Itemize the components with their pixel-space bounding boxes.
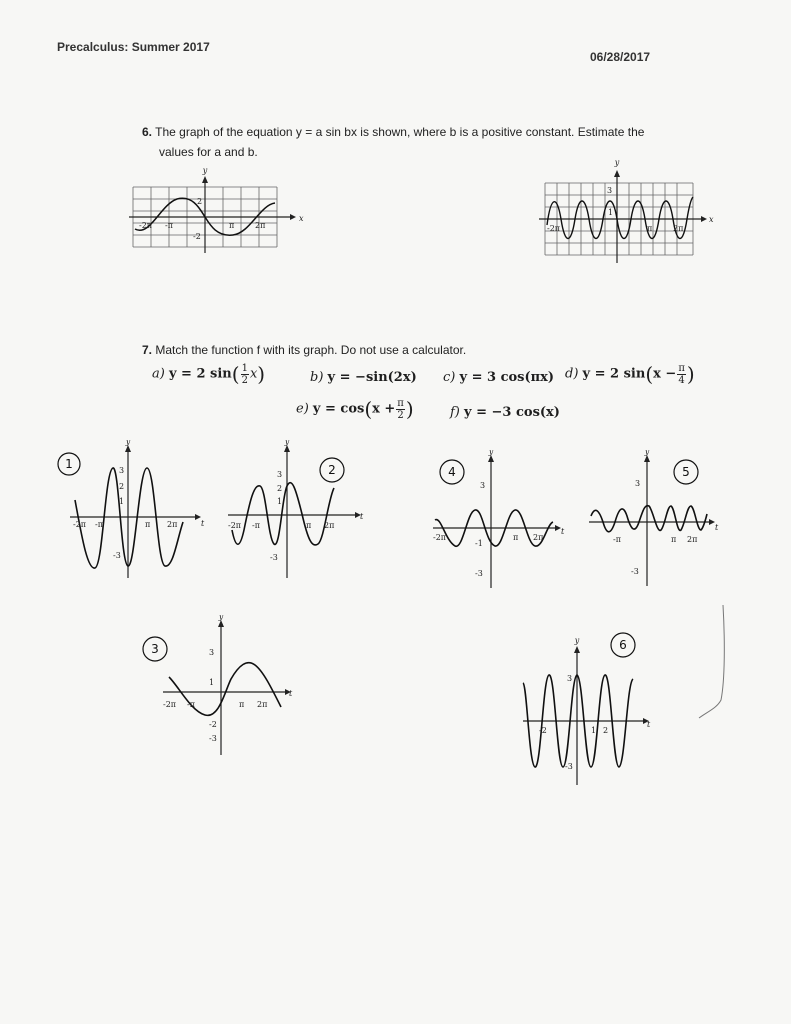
tick-label: -2: [209, 720, 217, 729]
svg-text:t: t: [289, 689, 293, 698]
function-c: c) y = 3 cos(πx): [443, 370, 555, 385]
function-b: b) y = −sin(2x): [310, 370, 417, 385]
graph-mark: 5: [682, 465, 690, 479]
tick-label: -π: [252, 521, 260, 530]
graph-mark: 4: [448, 465, 456, 479]
graph-mark: 3: [151, 642, 159, 656]
graph-mark: 2: [328, 463, 336, 477]
worksheet-date: 06/28/2017: [590, 50, 651, 64]
tick-label: π: [145, 520, 151, 529]
graph-5-curve: [591, 506, 707, 532]
function-e: e) y = cos(x + $\frac{\pi}{2}$ ): [296, 397, 414, 421]
fraction: $\frac{\pi}{2}$: [397, 397, 404, 421]
tick-label: -2π: [433, 533, 447, 542]
tick-label: π: [513, 533, 519, 542]
scan-edge-mark: [695, 600, 735, 730]
tick-label: -3: [631, 567, 639, 576]
tick-label: 1: [591, 726, 597, 735]
tick-label: 2: [277, 484, 283, 493]
tick-label: -π: [165, 221, 173, 230]
svg-text:y: y: [284, 440, 290, 446]
tick-label: 2: [197, 197, 203, 206]
tick-label: 2: [119, 482, 125, 491]
question-6-text-line1: The graph of the equation y = a sin bx is shown, where b is a positive constant. Estimate the: [155, 125, 645, 139]
tick-label: 2π: [533, 533, 544, 542]
graph-6: [515, 625, 665, 790]
tick-label: -π: [95, 520, 103, 529]
graph-2: [220, 440, 370, 590]
q6-right-y-label: y: [614, 158, 620, 167]
tick-label: π: [306, 521, 312, 530]
question-6-number: 6.: [142, 125, 153, 139]
tick-label: 3: [480, 481, 486, 490]
tick-label: 3: [567, 674, 573, 683]
tick-label: -2: [193, 232, 201, 241]
q6-graph-left: [125, 165, 305, 260]
tick-label: -3: [565, 762, 573, 771]
tick-label: 2: [603, 726, 609, 735]
tick-label: -2π: [163, 700, 177, 709]
graph-4: [425, 450, 575, 595]
tick-label: 1: [608, 208, 614, 217]
tick-label: -3: [270, 553, 278, 562]
svg-text:t: t: [360, 512, 364, 521]
tick-label: 3: [607, 186, 613, 195]
tick-label: -3: [475, 569, 483, 578]
tick-label: -2: [539, 726, 547, 735]
tick-label: -π: [613, 535, 621, 544]
course-title: Precalculus: Summer 2017: [57, 40, 210, 54]
tick-label: -3: [209, 734, 217, 743]
tick-label: 2π: [257, 700, 268, 709]
graph-5: [585, 450, 725, 595]
graph-1: [55, 440, 205, 590]
function-d: d) y = 2 sin(x − $\frac{\pi}{4}$ ): [565, 362, 695, 386]
svg-text:y: y: [218, 615, 224, 621]
q6-graph-right: [535, 155, 715, 265]
graph-mark: 6: [619, 638, 627, 652]
tick-label: 3: [635, 479, 641, 488]
svg-text:t: t: [715, 523, 719, 532]
question-7-number: 7.: [142, 343, 153, 357]
graph-mark: 1: [65, 457, 73, 471]
graph-1-curve: [75, 468, 183, 568]
tick-label: -2π: [139, 221, 153, 230]
tick-label: π: [239, 700, 245, 709]
fraction: $\frac{1}{2}$: [241, 362, 248, 386]
tick-label: 2π: [687, 535, 698, 544]
tick-label: 3: [209, 648, 215, 657]
svg-text:y: y: [125, 440, 131, 446]
function-f: f) y = −3 cos(x): [450, 405, 560, 420]
q6-right-x-label: x: [709, 215, 714, 224]
tick-label: 1: [119, 497, 125, 506]
tick-label: -π: [187, 700, 195, 709]
function-a: a) y = 2 sin( $\frac{1}{2}$ x): [152, 362, 266, 386]
tick-label: 2π: [167, 520, 178, 529]
function-a-label: a): [152, 366, 165, 382]
tick-label: 3: [277, 470, 283, 479]
tick-label: -2π: [228, 521, 242, 530]
question-7-text: Match the function f with its graph. Do not use a calculator.: [155, 343, 467, 357]
tick-label: 2π: [673, 224, 684, 233]
question-7: [142, 340, 702, 360]
graph-2-curve: [232, 483, 334, 545]
tick-label: -3: [113, 551, 121, 560]
svg-text:t: t: [647, 720, 651, 729]
tick-label: -2π: [547, 224, 561, 233]
tick-label: 1: [277, 497, 283, 506]
graph-3: [135, 615, 305, 765]
q6-left-y-label: y: [202, 166, 208, 175]
svg-text:t: t: [201, 519, 205, 528]
svg-text:y: y: [488, 450, 494, 456]
tick-label: 3: [119, 466, 125, 475]
tick-label: 2π: [255, 221, 266, 230]
tick-label: 1: [209, 678, 215, 687]
tick-label: π: [647, 224, 653, 233]
q6-left-x-label: x: [299, 214, 304, 223]
tick-label: π: [671, 535, 677, 544]
tick-label: 2π: [324, 521, 335, 530]
tick-label: π: [229, 221, 235, 230]
tick-label: -1: [475, 539, 483, 548]
svg-text:y: y: [574, 636, 580, 645]
svg-text:y: y: [644, 450, 650, 456]
fraction: $\frac{\pi}{4}$: [678, 362, 685, 386]
tick-label: -2π: [73, 520, 87, 529]
function-a-lhs: y = 2 sin: [168, 366, 232, 382]
svg-text:t: t: [561, 527, 565, 536]
question-6-text-line2: values for a and b.: [159, 145, 258, 159]
